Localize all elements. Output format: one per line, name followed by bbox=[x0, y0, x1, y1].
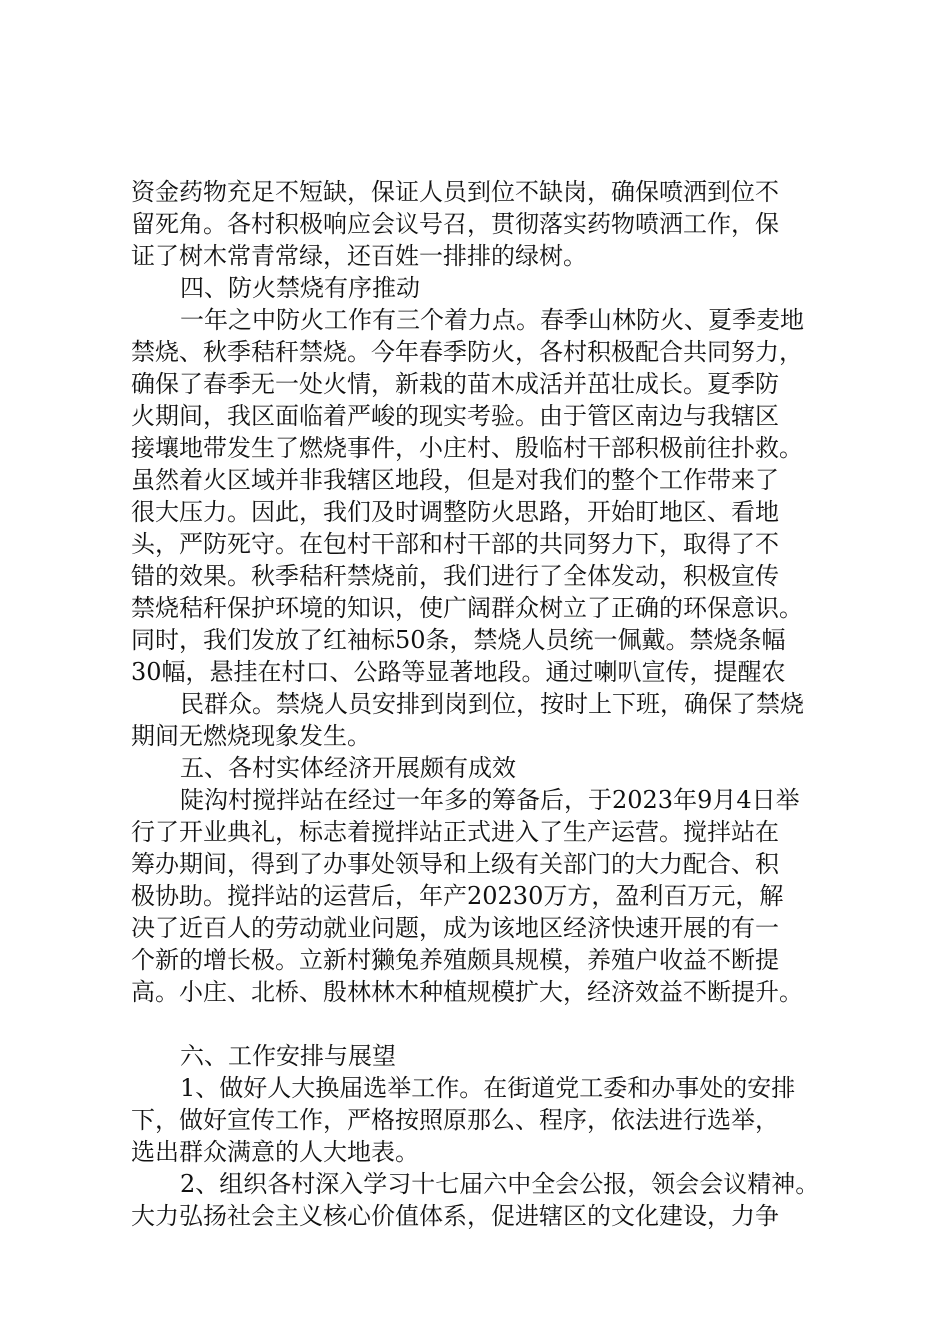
paragraph-line: 个新的增长极。立新村獭兔养殖颇具规模，养殖户收益不断提 bbox=[131, 946, 779, 974]
paragraph-line: 陡沟村搅拌站在经过一年多的筹备后，于2023年9月4日举 bbox=[180, 786, 800, 814]
paragraph-line: 筹办期间，得到了办事处领导和上级有关部门的大力配合、积 bbox=[131, 850, 779, 878]
paragraph-line: 禁烧、秋季秸秆禁烧。今年春季防火，各村积极配合共同努力， bbox=[131, 338, 803, 366]
paragraph-line: 资金药物充足不短缺，保证人员到位不缺岗，确保喷洒到位不 bbox=[131, 178, 779, 206]
paragraph-line: 极协助。搅拌站的运营后，年产20230万方，盈利百万元，解 bbox=[131, 882, 784, 910]
paragraph-line: 2、组织各村深入学习十七届六中全会公报，领会会议精神。 bbox=[180, 1170, 820, 1198]
paragraph-line: 确保了春季无一处火情，新栽的苗木成活并茁壮成长。夏季防 bbox=[131, 370, 779, 398]
paragraph-line: 很大压力。因此，我们及时调整防火思路，开始盯地区、看地 bbox=[131, 498, 779, 526]
paragraph-line: 一年之中防火工作有三个着力点。春季山林防火、夏季麦地 bbox=[180, 306, 804, 334]
paragraph-line: 决了近百人的劳动就业问题，成为该地区经济快速开展的有一 bbox=[131, 914, 779, 942]
paragraph-line: 头，严防死守。在包村干部和村干部的共同努力下，取得了不 bbox=[131, 530, 779, 558]
paragraph-line: 接壤地带发生了燃烧事件，小庄村、殷临村干部积极前往扑救。 bbox=[131, 434, 803, 462]
paragraph-line: 火期间，我区面临着严峻的现实考验。由于管区南边与我辖区 bbox=[131, 402, 779, 430]
paragraph-line: 行了开业典礼，标志着搅拌站正式进入了生产运营。搅拌站在 bbox=[131, 818, 779, 846]
paragraph-line: 禁烧秸秆保护环境的知识，使广阔群众树立了正确的环保意识。 bbox=[131, 594, 803, 622]
paragraph-line: 虽然着火区域并非我辖区地段，但是对我们的整个工作带来了 bbox=[131, 466, 779, 494]
paragraph-line: 民群众。禁烧人员安排到岗到位，按时上下班，确保了禁烧 bbox=[180, 690, 804, 718]
paragraph-line: 30幅，悬挂在村口、公路等显著地段。通过喇叭宣传，提醒农 bbox=[131, 658, 786, 686]
paragraph-line: 同时，我们发放了红袖标50条，禁烧人员统一佩戴。禁烧条幅 bbox=[131, 626, 786, 654]
paragraph-line: 选出群众满意的人大地表。 bbox=[131, 1138, 419, 1166]
paragraph-line: 高。小庄、北桥、殷林林木种植规模扩大，经济效益不断提升。 bbox=[131, 978, 803, 1006]
paragraph-line: 1、做好人大换届选举工作。在街道党工委和办事处的安排 bbox=[180, 1074, 796, 1102]
paragraph-line: 期间无燃烧现象发生。 bbox=[131, 722, 371, 750]
paragraph-line: 错的效果。秋季秸秆禁烧前，我们进行了全体发动，积极宣传 bbox=[131, 562, 779, 590]
paragraph-line: 大力弘扬社会主义核心价值体系，促进辖区的文化建设，力争 bbox=[131, 1202, 779, 1230]
paragraph-line: 下，做好宣传工作，严格按照原那么、程序，依法进行选举， bbox=[131, 1106, 779, 1134]
section-heading-work-plan: 六、工作安排与展望 bbox=[180, 1042, 396, 1070]
paragraph-line: 留死角。各村积极响应会议号召，贯彻落实药物喷洒工作，保 bbox=[131, 210, 779, 238]
paragraph-line: 证了树木常青常绿，还百姓一排排的绿树。 bbox=[131, 242, 587, 270]
section-heading-fire-prevention: 四、防火禁烧有序推动 bbox=[180, 274, 420, 302]
section-heading-village-economy: 五、各村实体经济开展颇有成效 bbox=[180, 754, 516, 782]
